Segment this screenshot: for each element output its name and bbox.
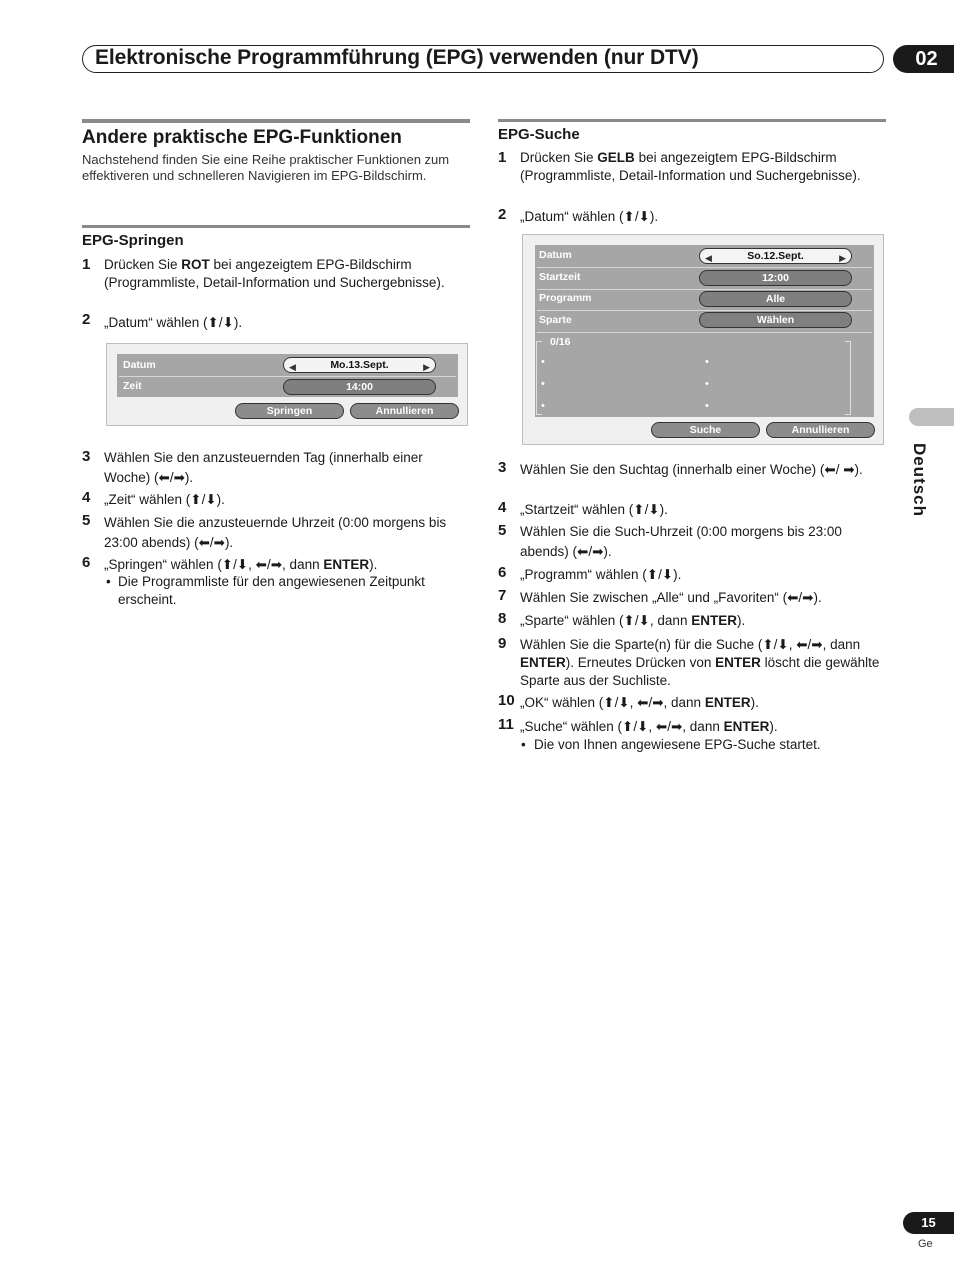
section-rule	[82, 119, 470, 123]
row-divider	[119, 376, 456, 377]
page-title: Elektronische Programmführung (EPG) verwenden (nur DTV)	[95, 46, 699, 69]
page-number: 15	[903, 1212, 954, 1234]
cancel-button[interactable]: Annullieren	[350, 403, 459, 419]
field-label-datum: Datum	[123, 359, 156, 371]
epg-jump-dialog	[106, 343, 468, 426]
arrow-left-icon[interactable]: ◀	[705, 253, 712, 263]
step-text: „Startzeit“ wählen (⬆/⬇).	[520, 502, 668, 517]
step-number: 3	[498, 459, 507, 476]
step-text: „Programm“ wählen (⬆/⬇).	[520, 567, 682, 582]
cancel-button[interactable]: Annullieren	[766, 422, 875, 438]
date-selector[interactable]: ◀ So.12.Sept. ▶	[699, 248, 852, 264]
step-text: „Datum“ wählen (⬆/⬇).	[104, 315, 243, 330]
step-2	[498, 208, 886, 228]
step-9	[498, 636, 886, 692]
step-number: 11	[498, 716, 514, 733]
step-text: „Datum“ wählen (⬆/⬇).	[520, 209, 659, 224]
genre-slot[interactable]: •	[705, 356, 709, 368]
subsection-title-springen: EPG-Springen	[82, 232, 184, 249]
row-divider	[537, 267, 872, 268]
genre-counter: 0/16	[550, 336, 571, 348]
jump-button[interactable]: Springen	[235, 403, 344, 419]
list-bracket-right	[845, 341, 851, 415]
step-text: „Springen“ wählen (⬆/⬇, ⬅/➡, dann ENTER).	[104, 557, 378, 572]
language-label: Deutsch	[910, 442, 929, 518]
row-divider	[537, 332, 872, 333]
step-number: 5	[498, 522, 507, 539]
step-number: 4	[498, 499, 507, 516]
step-text: „Sparte“ wählen (⬆/⬇, dann ENTER).	[520, 613, 746, 628]
step-number: 2	[82, 311, 91, 328]
step-1	[498, 149, 886, 205]
step-1	[82, 256, 470, 316]
step-text: Wählen Sie zwischen „Alle“ und „Favoriten“ (⬅/➡).	[520, 590, 822, 605]
genre-slot[interactable]: •	[541, 356, 545, 368]
step-text: Wählen Sie den anzusteuernden Tag (innerhalb einer Woche) (⬅/➡).	[104, 450, 423, 485]
genre-selector[interactable]: Wählen	[699, 312, 852, 328]
step-number: 6	[498, 564, 507, 581]
search-button[interactable]: Suche	[651, 422, 760, 438]
step-3	[498, 460, 886, 500]
subsection-title-suche: EPG-Suche	[498, 126, 580, 143]
genre-slot[interactable]: •	[541, 400, 545, 412]
step-10	[498, 694, 886, 714]
step-text: „Zeit“ wählen (⬆/⬇).	[104, 492, 225, 507]
section-title: Andere praktische EPG-Funktionen	[82, 127, 402, 148]
step-number: 3	[82, 448, 91, 465]
date-selector[interactable]: ◀ Mo.13.Sept. ▶	[283, 357, 436, 373]
step-text: Wählen Sie die anzusteuernde Uhrzeit (0:00 morgens bis 23:00 abends) (⬅/➡).	[104, 515, 447, 550]
language-code: Ge	[918, 1238, 933, 1250]
step-3	[82, 448, 470, 488]
step-number: 2	[498, 206, 507, 223]
step-4	[498, 501, 886, 521]
subsection-rule	[82, 225, 470, 228]
step-number: 1	[82, 256, 91, 273]
step-text: „OK“ wählen (⬆/⬇, ⬅/➡, dann ENTER).	[520, 695, 759, 710]
step-number: 8	[498, 610, 507, 627]
start-time-selector[interactable]: 12:00	[699, 270, 852, 286]
field-label-sparte: Sparte	[539, 314, 572, 326]
subsection-rule	[498, 119, 886, 122]
language-tab	[909, 408, 954, 426]
field-label-zeit: Zeit	[123, 380, 142, 392]
section-intro: Nachstehend finden Sie eine Reihe praktischer Funktionen zum effektiveren und schnelleren Navigieren im EPG-Bildschirm.	[82, 152, 450, 183]
genre-slot[interactable]: •	[541, 378, 545, 390]
step-5	[498, 522, 886, 562]
step-2	[82, 311, 470, 334]
step-text: Drücken Sie ROT bei angezeigtem EPG-Bildschirm (Programmliste, Detail-Information und Suchergebnisse).	[104, 257, 445, 290]
step-number: 5	[82, 512, 91, 529]
genre-slot[interactable]: •	[705, 400, 709, 412]
step-text: Wählen Sie die Sparte(n) für die Suche (⬆/⬇, ⬅/➡, dann ENTER). Erneutes Drücken von ENTER löscht die gewählte Sparte aus der Suchliste.	[520, 637, 880, 688]
chapter-badge: 02	[893, 45, 954, 73]
field-label-datum: Datum	[539, 249, 572, 261]
step-text: Wählen Sie den Suchtag (innerhalb einer Woche) (⬅/ ➡).	[520, 462, 863, 477]
step-number: 7	[498, 587, 507, 604]
step-4	[82, 491, 470, 511]
row-divider	[537, 310, 872, 311]
epg-search-dialog	[522, 234, 884, 445]
field-label-programm: Programm	[539, 292, 592, 304]
step-number: 10	[498, 692, 515, 709]
program-selector[interactable]: Alle	[699, 291, 852, 307]
step-6	[498, 566, 886, 586]
step-number: 1	[498, 149, 507, 166]
time-selector[interactable]: 14:00	[283, 379, 436, 395]
arrow-left-icon[interactable]: ◀	[289, 362, 296, 372]
step-number: 9	[498, 635, 507, 652]
row-divider	[537, 289, 872, 290]
step-5	[82, 513, 470, 553]
step-text: Wählen Sie die Such-Uhrzeit (0:00 morgens bis 23:00 abends) (⬅/➡).	[520, 524, 842, 559]
bullet-note: • Die von Ihnen angewiesene EPG-Suche startet.	[521, 737, 821, 752]
arrow-right-icon[interactable]: ▶	[423, 362, 430, 372]
step-8	[498, 612, 886, 632]
step-text: Drücken Sie GELB bei angezeigtem EPG-Bildschirm (Programmliste, Detail-Information und Suchergebnisse).	[520, 150, 861, 183]
genre-slot[interactable]: •	[705, 378, 709, 390]
bullet-note: • Die Programmliste für den angewiesenen Zeitpunkt erscheint.	[106, 574, 425, 607]
step-11	[498, 718, 886, 738]
step-number: 4	[82, 489, 91, 506]
step-7	[498, 589, 886, 609]
step-number: 6	[82, 554, 91, 571]
field-label-startzeit: Startzeit	[539, 271, 581, 283]
step-text: „Suche“ wählen (⬆/⬇, ⬅/➡, dann ENTER).	[520, 719, 778, 734]
arrow-right-icon[interactable]: ▶	[839, 253, 846, 263]
